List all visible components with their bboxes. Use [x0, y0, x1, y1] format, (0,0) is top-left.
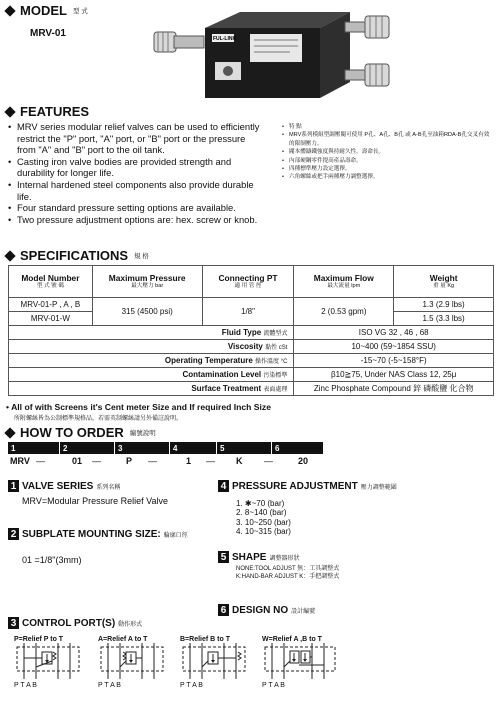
control-port-label: W=Relief A ,B to T: [262, 636, 322, 643]
specifications-title-cn: 規 格: [134, 253, 149, 260]
order-number-bar: [8, 442, 324, 454]
table-cell: Fluid Type 流體型式: [9, 326, 294, 340]
relief-a-symbol-icon: [98, 643, 168, 683]
table-cell: MRV-01-P , A , B: [9, 298, 93, 312]
table-row: [9, 298, 494, 312]
shape-title-cn: 調整器形狀: [269, 555, 300, 562]
table-cell: 1.5 (3.3 lbs): [394, 312, 494, 326]
table-row: [9, 326, 494, 340]
control-port-a: [98, 636, 178, 689]
table-header: Maximum Pressure 最大壓力 bar: [92, 266, 202, 298]
order-code: K: [236, 456, 243, 466]
order-code: P: [126, 456, 133, 466]
control-port-label: A=Relief A to T: [98, 636, 148, 643]
specifications-table: [8, 265, 494, 396]
design-no-title-cn: 設計編號: [291, 608, 316, 615]
bullet-icon: •: [8, 202, 12, 214]
diamond-bullet-icon: [4, 106, 15, 117]
bullet-icon: •: [8, 213, 12, 225]
order-position-number: 1: [8, 442, 60, 454]
table-header: Weight 重 量 Kg: [394, 266, 494, 298]
bullet-icon: •: [8, 178, 12, 190]
shape-title: SHAPE: [232, 551, 267, 563]
control-port-w: [262, 636, 362, 689]
feature-cn-text: 四種標準壓力設定選擇。: [289, 166, 351, 173]
pressure-adjustment-heading: [218, 480, 397, 492]
table-cell: β10≧75, Under NAS Class 12, 25μ: [294, 368, 494, 382]
order-position-number: 2: [60, 442, 115, 454]
table-cell: 1.3 (2.9 lbs): [394, 298, 494, 312]
feature-cn-text: MRV系列模組型調壓閥可使用 P孔、A孔、B孔 或 A-B孔至油箱RDA-B孔交叉有效的限制壓力。: [289, 132, 490, 147]
subplate-size-title: SUBPLATE MOUNTING SIZE:: [22, 528, 161, 540]
relief-ab-symbol-icon: [262, 643, 342, 683]
section-number: 2: [8, 528, 19, 540]
order-dash: —: [36, 456, 45, 466]
diamond-bullet-icon: [4, 5, 15, 16]
control-ports-heading: [8, 617, 142, 629]
pressure-option: 3. 10~250 (bar): [236, 517, 291, 527]
pressure-adjustment-title: PRESSURE ADJUSTMENT: [232, 480, 358, 492]
feature-text: Two pressure adjustment options are: hex. screw or knob.: [17, 213, 258, 225]
valve-series-heading: [8, 480, 120, 492]
section-number: 6: [218, 604, 229, 616]
feature-cn-text: 六角螺絲或把手兩種壓力調整選擇。: [289, 174, 379, 181]
design-no-heading: [218, 604, 315, 616]
relief-p-symbol-icon: [14, 643, 84, 683]
screws-note-text: All of with Screens it's Cent meter Size and If required Inch Size: [11, 402, 271, 412]
section-number: 4: [218, 480, 229, 492]
table-cell: Contamination Level 污染標準: [9, 368, 294, 382]
control-port-ports: P T A B: [262, 682, 285, 689]
how-to-order-title-cn: 編號說明: [129, 430, 156, 437]
table-row: [9, 354, 494, 368]
table-header: Connecting PT 適 用 管 徑: [202, 266, 294, 298]
model-heading: [6, 3, 88, 18]
pressure-option: 2. 8~140 (bar): [236, 508, 287, 518]
order-code: 1: [186, 456, 192, 466]
feature-text: Casting iron valve bodies are provided strength and durability for longer life.: [17, 155, 232, 179]
bullet-icon: •: [8, 121, 12, 132]
table-cell: ISO VG 32 , 46 , 68: [294, 326, 494, 340]
how-to-order-title: HOW TO ORDER: [20, 425, 124, 440]
order-dash: —: [148, 456, 157, 466]
pressure-options-list: [236, 499, 291, 537]
order-code: MRV: [10, 456, 30, 466]
shape-option: NONE:TOOL ADJUST 無：工具調整式: [236, 566, 340, 572]
screws-note: • All of with Screens it's Cent meter Size and If required Inch Size: [6, 402, 271, 412]
features-title: FEATURES: [20, 104, 90, 119]
table-header-row: [9, 266, 494, 298]
feature-item: [8, 156, 264, 179]
feature-text: MRV series modular relief valves can be used to efficiently restrict the "P" port, "A" port, or "B" port or the pressure from "A" and "B" port to the oil tank.: [17, 121, 260, 156]
features-cn-title: 特 點: [289, 124, 302, 130]
order-code: 20: [298, 456, 309, 466]
nameplate-text: FUL-LINK: [213, 36, 237, 42]
specifications-title: SPECIFICATIONS: [20, 248, 129, 263]
section-number: 3: [8, 617, 19, 629]
shape-heading: [218, 551, 299, 563]
table-cell: 315 (4500 psi): [92, 298, 202, 326]
diamond-bullet-icon: [4, 250, 15, 261]
feature-text: Internal hardened steel components also provide durable life.: [17, 178, 254, 202]
feature-item: [8, 202, 264, 214]
valve-series-title: VALVE SERIES: [22, 480, 94, 492]
pressure-option: 4. 10~315 (bar): [236, 527, 291, 537]
table-header: Model Number 型 式 號 碼: [9, 266, 93, 298]
screws-note-cn: 所附螺絲皆為公制標準規格品，若需英制螺絲請另外備註說明。: [14, 416, 183, 422]
table-row: [9, 382, 494, 396]
table-header: Maximum Flow 最大流量 lpm: [294, 266, 394, 298]
order-code-row: [8, 456, 324, 470]
table-cell: Viscosity 黏性 cSt: [9, 340, 294, 354]
order-dash: —: [264, 456, 273, 466]
order-dash: —: [206, 456, 215, 466]
feature-cn-text: 閥本體鑄鐵強度與持耐久性，壽命長。: [289, 149, 385, 156]
control-port-label: B=Relief B to T: [180, 636, 230, 643]
control-port-ports: P T A B: [98, 682, 121, 689]
control-port-ports: P T A B: [14, 682, 37, 689]
control-port-p: [14, 636, 94, 689]
table-cell: -15~70 (-5~158°F): [294, 354, 494, 368]
order-dash: —: [92, 456, 101, 466]
shape-option: K:HAND-BAR ADJUST K：手把調整式: [236, 574, 340, 581]
control-port-ports: P T A B: [180, 682, 203, 689]
subplate-size-text: 01 =1/8"(3mm): [22, 555, 82, 565]
control-ports-title-cn: 動作形式: [118, 621, 143, 628]
feature-item: [8, 121, 264, 156]
pressure-adjustment-title-cn: 壓力調整範圍: [360, 484, 397, 491]
table-cell: Zinc Phosphate Compound 鋅 磷酸鹽 化合物: [294, 382, 494, 396]
control-port-label: P=Relief P to T: [14, 636, 64, 643]
table-row: [9, 340, 494, 354]
how-to-order-heading: [6, 425, 156, 440]
order-position-number: 4: [170, 442, 217, 454]
modular-relief-valve-photo: [150, 2, 396, 110]
pressure-option: 1. ✱~70 (bar): [236, 499, 285, 508]
shape-options: [236, 565, 339, 582]
feature-cn-text: 內部硬鋼零件提高產品壽命。: [289, 157, 362, 164]
order-position-number: 6: [272, 442, 324, 454]
table-cell: 1/8": [202, 298, 294, 326]
model-title: MODEL: [20, 3, 67, 18]
table-cell: Operating Temperature 操作溫度 °C: [9, 354, 294, 368]
table-cell: Surface Treatment 表面處理: [9, 382, 294, 396]
bullet-icon: •: [8, 155, 12, 167]
diamond-bullet-icon: [4, 427, 15, 438]
relief-b-symbol-icon: [180, 643, 250, 683]
subplate-size-title-cn: 輪廓口徑: [163, 532, 188, 539]
order-code: 01: [72, 456, 83, 466]
feature-item: [8, 179, 264, 202]
section-number: 1: [8, 480, 19, 492]
feature-text: Four standard pressure setting options are available.: [17, 202, 236, 214]
valve-series-title-cn: 系列名稱: [96, 484, 121, 491]
model-title-cn: 型 式: [72, 8, 88, 15]
order-position-number: 5: [217, 442, 272, 454]
table-cell: MRV-01-W: [9, 312, 93, 326]
control-ports-title: CONTROL PORT(S): [22, 617, 116, 629]
design-no-title: DESIGN NO: [232, 604, 289, 616]
table-row: [9, 368, 494, 382]
order-position-number: 3: [115, 442, 170, 454]
specifications-heading: [6, 248, 149, 263]
valve-series-text: MRV=Modular Pressure Relief Valve: [22, 496, 168, 506]
feature-item: [8, 214, 264, 226]
table-cell: 10~400 (59~1854 SSU): [294, 340, 494, 354]
table-cell: 2 (0.53 gpm): [294, 298, 394, 326]
section-number: 5: [218, 551, 229, 563]
features-heading: [6, 104, 89, 119]
features-cn-list: • 特 點 • MRV系列模組型調壓閥可使用 P孔、A孔、B孔 或 A-B孔至油箱RDA-B孔交叉有效的限制壓力。 • 閥本體鑄鐵強度與持耐久性，壽命長。 • 內部硬鋼零件提高產品壽命。 • 四種標準壓力設定選擇。 • 六角螺絲或把手兩種壓力調整選擇。: [282, 123, 492, 182]
features-list: [8, 121, 264, 225]
subplate-size-heading: [8, 528, 188, 540]
model-code: MRV-01: [30, 28, 66, 39]
control-port-b: [180, 636, 260, 689]
